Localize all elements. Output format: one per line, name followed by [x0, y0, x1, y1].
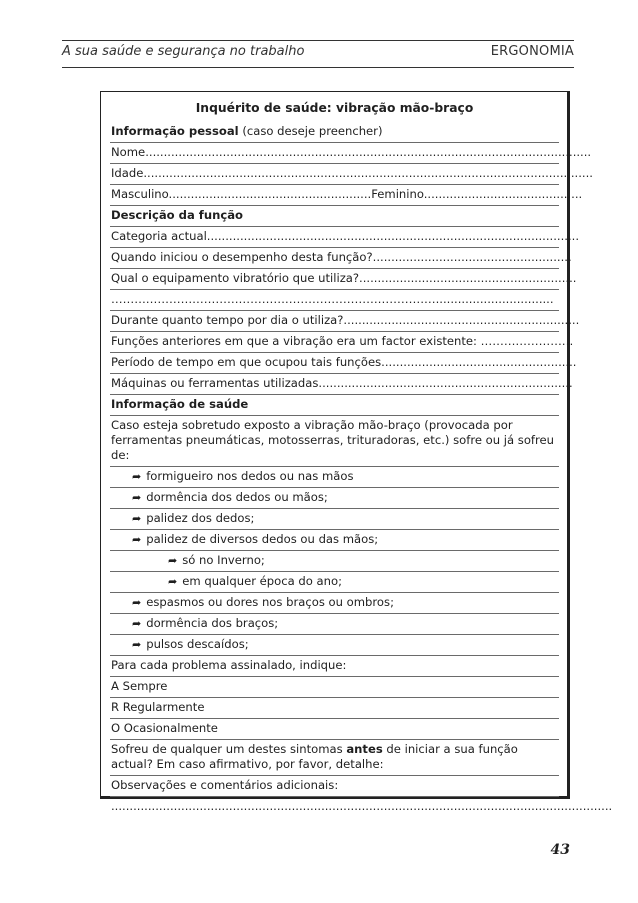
sub-symptom-item[interactable]: ➦ em qualquer época do ano;	[110, 572, 559, 593]
personal-info-row	[110, 122, 559, 143]
symptom-item[interactable]: ➦ dormência dos dedos ou mãos;	[110, 488, 559, 509]
page-number: 43	[550, 842, 570, 858]
running-header	[62, 40, 574, 68]
symptom-item[interactable]: ➦ palidez de diversos dedos ou das mãos;	[110, 530, 559, 551]
questionnaire-box	[100, 91, 613, 813]
arrow-icon: ➦	[132, 533, 142, 546]
arrow-icon: ➦	[132, 617, 142, 630]
health-intro: Caso esteja sobretudo exposto a vibração mão-braço (provocada por ferramentas pneumáticas, motosserras, trituradoras, etc.) sofre ou já sofreu de:	[110, 416, 559, 467]
personal-info-heading: Informação pessoal	[111, 124, 239, 138]
arrow-icon: ➦	[132, 491, 142, 504]
arrow-icon: ➦	[132, 470, 142, 483]
before-symptoms-question[interactable]: Sofreu de qualquer um destes sintomas antes de iniciar a sua função actual? Em caso afirmativo, por favor, detalhe:	[110, 740, 559, 776]
arrow-icon: ➦	[168, 554, 178, 567]
instruction-text: Para cada problema assinalado, indique:	[110, 656, 559, 677]
period-field[interactable]: Período de tempo em que ocupou tais funções.....................................................	[110, 353, 559, 374]
name-field[interactable]: Nome.........................................................................................................................	[110, 143, 559, 164]
scale-option-regularly: R Regularmente	[110, 698, 559, 719]
equipment-continuation-field[interactable]: …………………………………………………………………………................................	[110, 290, 559, 311]
equipment-field[interactable]: Qual o equipamento vibratório que utiliza?...........................................................	[110, 269, 559, 290]
symptom-item[interactable]: ➦ formigueiro nos dedos ou nas mãos	[110, 467, 559, 488]
daily-time-field[interactable]: Durante quanto tempo por dia o utiliza?................................................................	[110, 311, 559, 332]
header-left-title: A sua saúde e segurança no trabalho	[62, 44, 305, 59]
observations-field[interactable]: ........................................................................................................................................	[111, 799, 613, 813]
header-right-title: ERGONOMIA	[490, 44, 574, 59]
scale-option-occasionally: O Ocasionalmente	[110, 719, 559, 740]
arrow-icon: ➦	[132, 512, 142, 525]
arrow-icon: ➦	[168, 575, 178, 588]
job-description-heading: Descrição da função	[110, 206, 559, 227]
symptom-item[interactable]: ➦ palidez dos dedos;	[110, 509, 559, 530]
start-date-field[interactable]: Quando iniciou o desempenho desta função?......................................................	[110, 248, 559, 269]
symptom-item[interactable]: ➦ dormência dos braços;	[110, 614, 559, 635]
arrow-icon: ➦	[132, 638, 142, 651]
health-info-heading: Informação de saúde	[110, 395, 559, 416]
machines-field[interactable]: Máquinas ou ferramentas utilizadas.....................................................................	[110, 374, 559, 395]
sub-symptom-item[interactable]: ➦ só no Inverno;	[110, 551, 559, 572]
current-category-field[interactable]: Categoria actual.....................................................................................................	[110, 227, 559, 248]
observations-label: Observações e comentários adicionais:	[110, 776, 559, 797]
personal-info-note: (caso deseje preencher)	[242, 124, 383, 138]
form-title: Inquérito de saúde: vibração mão-braço	[195, 101, 474, 115]
symptom-item[interactable]: ➦ pulsos descaídos;	[110, 635, 559, 656]
age-field[interactable]: Idade..........................................................................................................................	[110, 164, 559, 185]
previous-jobs-field[interactable]: Funções anteriores em que a vibração era um factor existente: ……………………	[110, 332, 559, 353]
symptom-item[interactable]: ➦ espasmos ou dores nos braços ou ombros;	[110, 593, 559, 614]
scale-option-always: A Sempre	[110, 677, 559, 698]
sex-field[interactable]: Masculino.......................................................Feminino...........................................	[110, 185, 559, 206]
arrow-icon: ➦	[132, 596, 142, 609]
